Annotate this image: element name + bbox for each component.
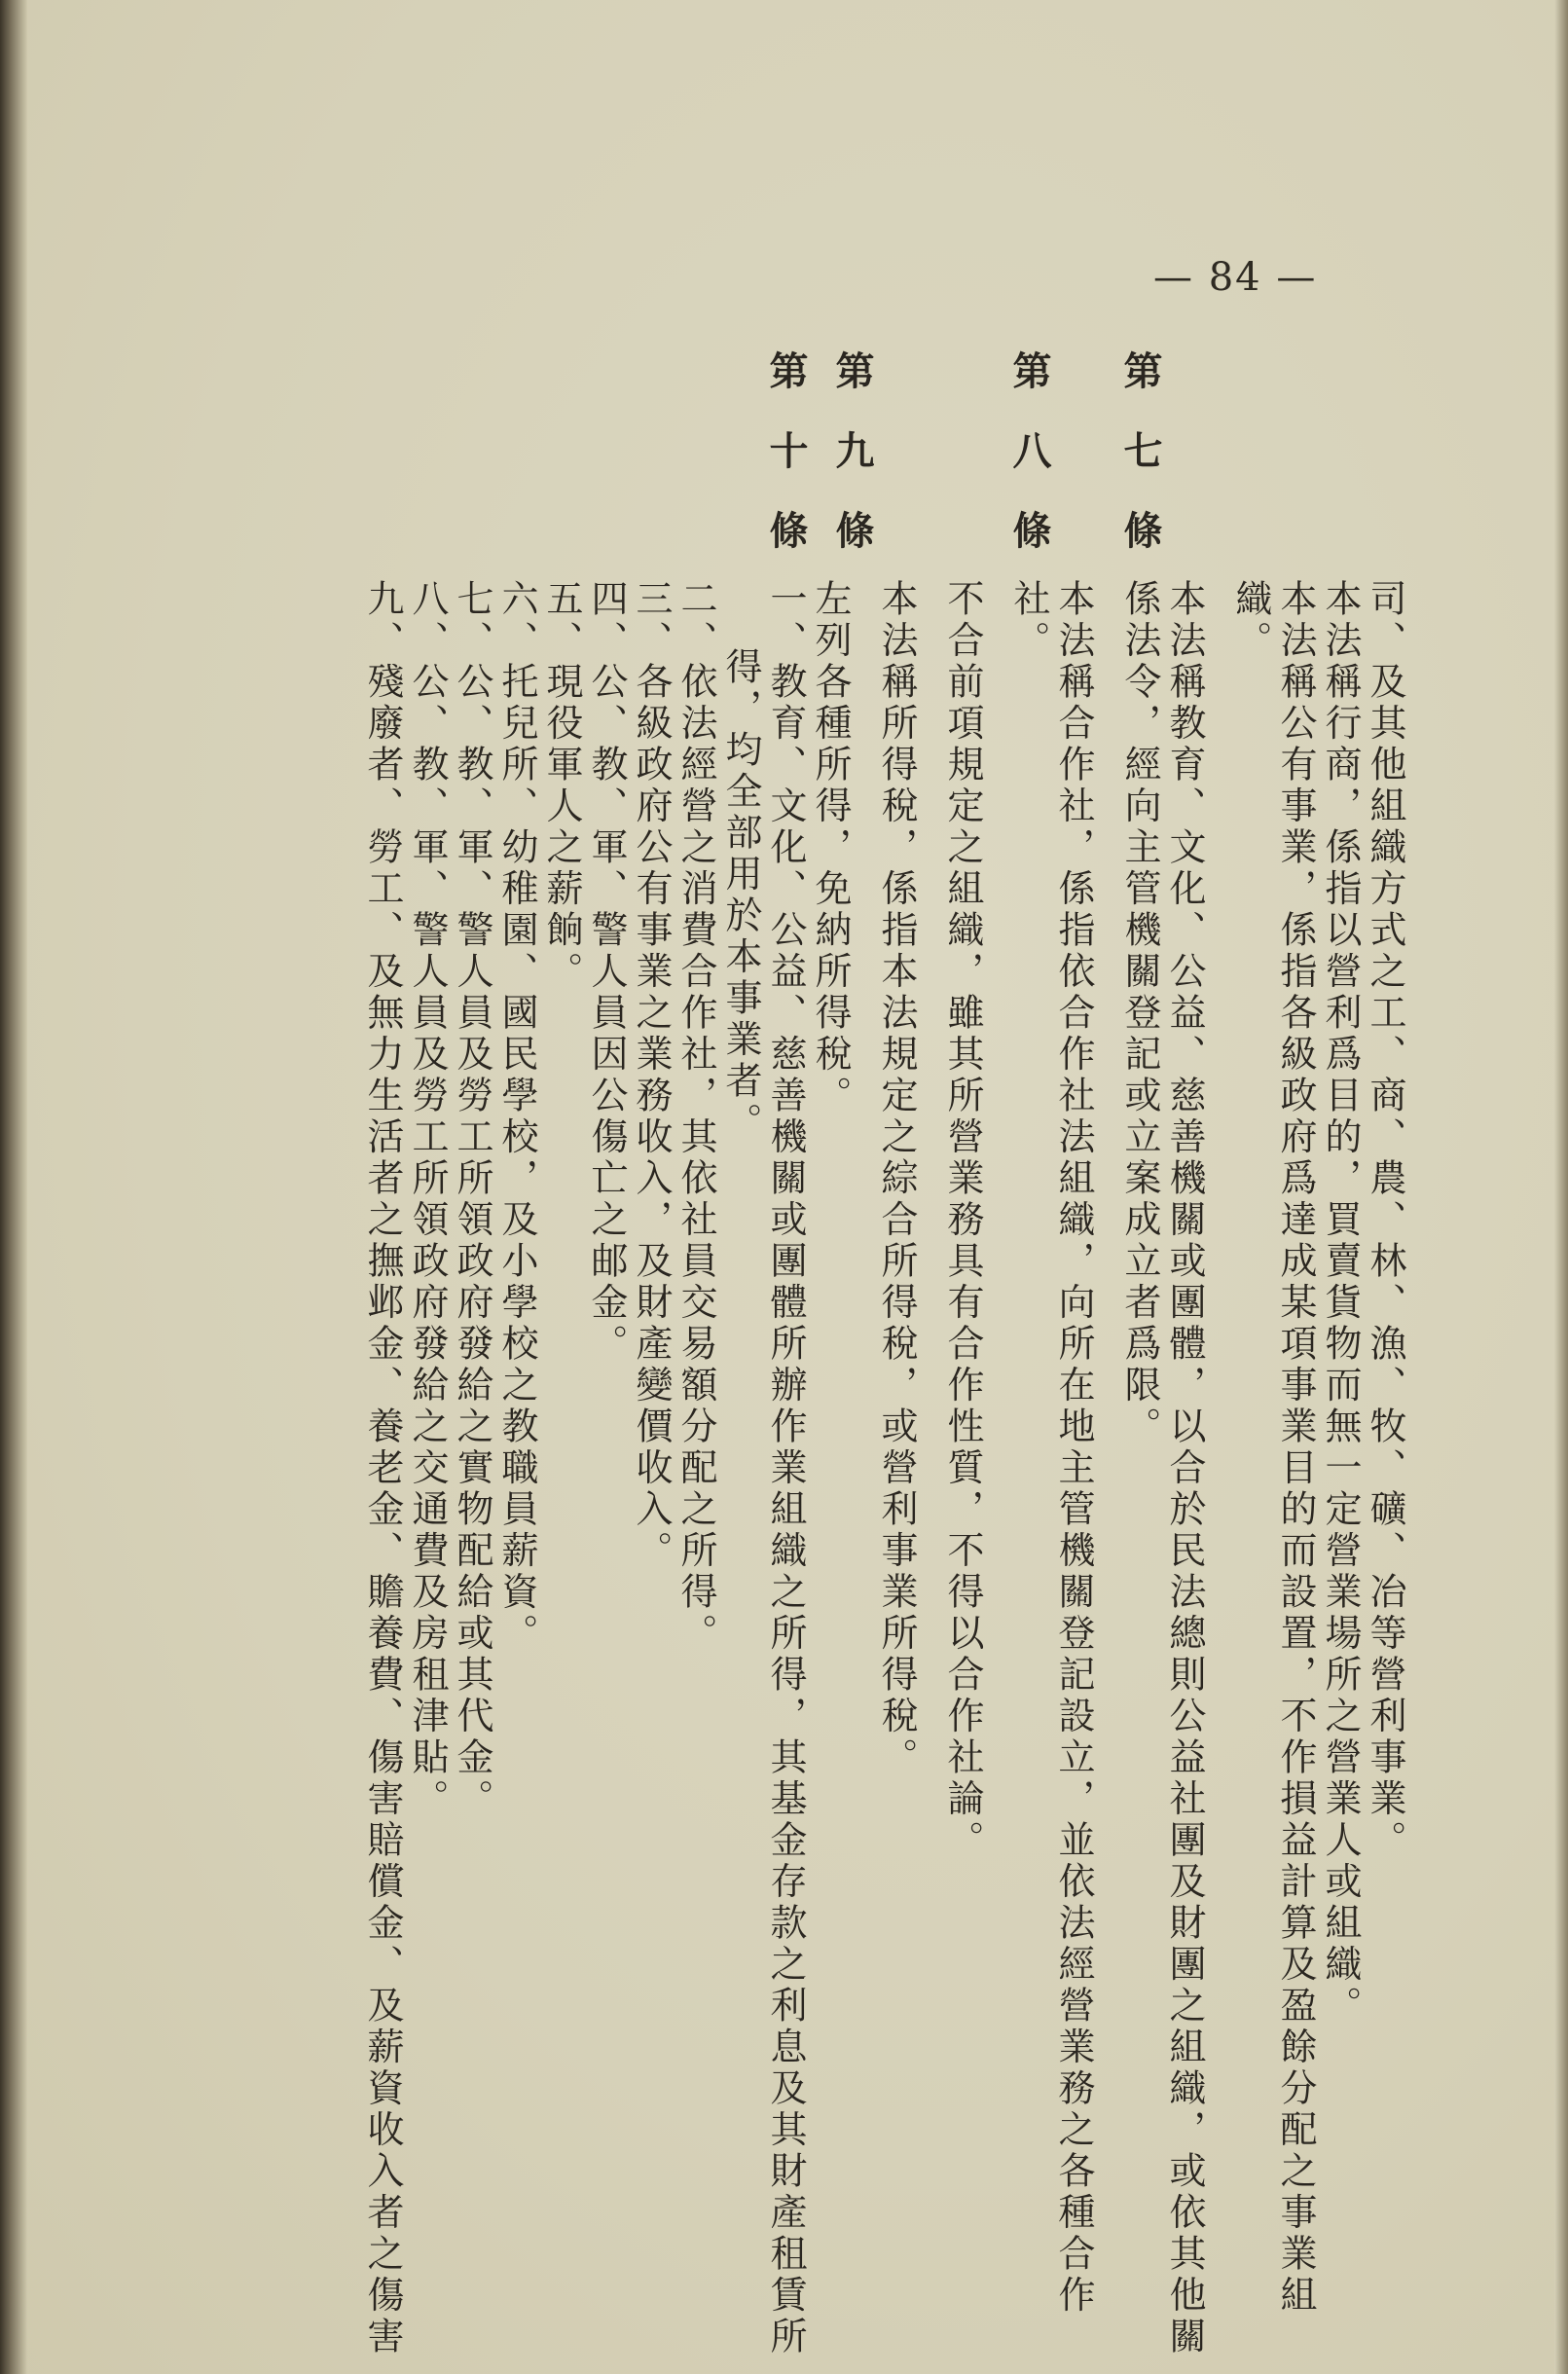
article-heading-char: 七	[1117, 430, 1163, 469]
page-edge	[1554, 0, 1568, 2374]
text-column: 一、教育、文化、公益、慈善機關或團體所辦作業組織之所得，其基金存款之利息及其財產租賃所	[764, 579, 807, 2358]
text-column: 本法稱合作社，係指依合作社法組織，向所在地主管機關登記設立，並依法經營業務之各種合作	[1052, 579, 1095, 2317]
text-column: 四、公、教、軍、警人員因公傷亡之邮金。	[585, 579, 628, 1366]
text-column: 本法稱所得稅，係指本法規定之綜合所得稅，或營利事業所得稅。	[875, 579, 918, 1779]
article-heading-char: 九	[829, 430, 875, 469]
text-column: 七、公、教、軍、警人員及勞工所領政府發給之實物配給或其代金。	[451, 579, 493, 1820]
article-heading-char: 條	[1117, 510, 1163, 549]
text-column: 本法稱公有事業，係指各級政府爲達成某項事業目的而設置，不作損益計算及盈餘分配之事業組	[1274, 579, 1317, 2317]
article-heading-char: 條	[829, 510, 875, 549]
text-column: 得，均全部用於本事業者。	[719, 647, 762, 1144]
text-column: 五、現役軍人之薪餉。	[540, 579, 583, 993]
text-column: 九、殘廢者、勞工、及無力生活者之撫邺金、養老金、贍養費、傷害賠償金、及薪資收入者之傷害	[361, 579, 404, 2358]
text-column: 六、托兒所、幼稚園、國民學校，及小學校之教職員薪資。	[495, 579, 538, 1655]
text-column: 織。	[1229, 579, 1272, 662]
article-heading-char: 第	[763, 350, 809, 389]
text-column: 三、各級政府公有事業之業務收入，及財產變價收入。	[630, 579, 673, 1572]
article-heading-char: 第	[1006, 350, 1052, 389]
text-column: 八、公、教、軍、警人員及勞工所領政府發給之交通費及房租津貼。	[406, 579, 449, 1820]
article-heading-char: 第	[829, 350, 875, 389]
text-column: 本法稱行商，係指以營利爲目的，買賣貨物而無一定營業場所之營業人或組織。	[1319, 579, 1362, 2027]
article-heading-char: 第	[1117, 350, 1163, 389]
text-column: 本法稱教育、文化、公益、慈善機關或團體，以合於民法總則公益社團及財團之組織，或依其他關	[1163, 579, 1206, 2358]
page-number: — 84 —	[1153, 255, 1318, 300]
article-heading-char: 條	[763, 510, 809, 549]
article-heading-char: 條	[1006, 510, 1052, 549]
text-column: 社。	[1007, 579, 1050, 662]
text-column: 左列各種所得，免納所得稅。	[809, 579, 852, 1117]
text-column: 二、依法經營之消費合作社，其依社員交易額分配之所得。	[675, 579, 717, 1655]
article-heading-char: 八	[1006, 430, 1052, 469]
text-column: 不合前項規定之組織，雖其所營業務具有合作性質，不得以合作社論。	[941, 579, 984, 1862]
text-column: 司、及其他組織方式之工、商、農、林、漁、牧、礦、冶等營利事業。	[1364, 579, 1406, 1862]
article-heading-char: 十	[763, 430, 809, 469]
text-column: 係法令，經向主管機關登記或立案成立者爲限。	[1118, 579, 1161, 1448]
book-gutter	[0, 0, 27, 2374]
